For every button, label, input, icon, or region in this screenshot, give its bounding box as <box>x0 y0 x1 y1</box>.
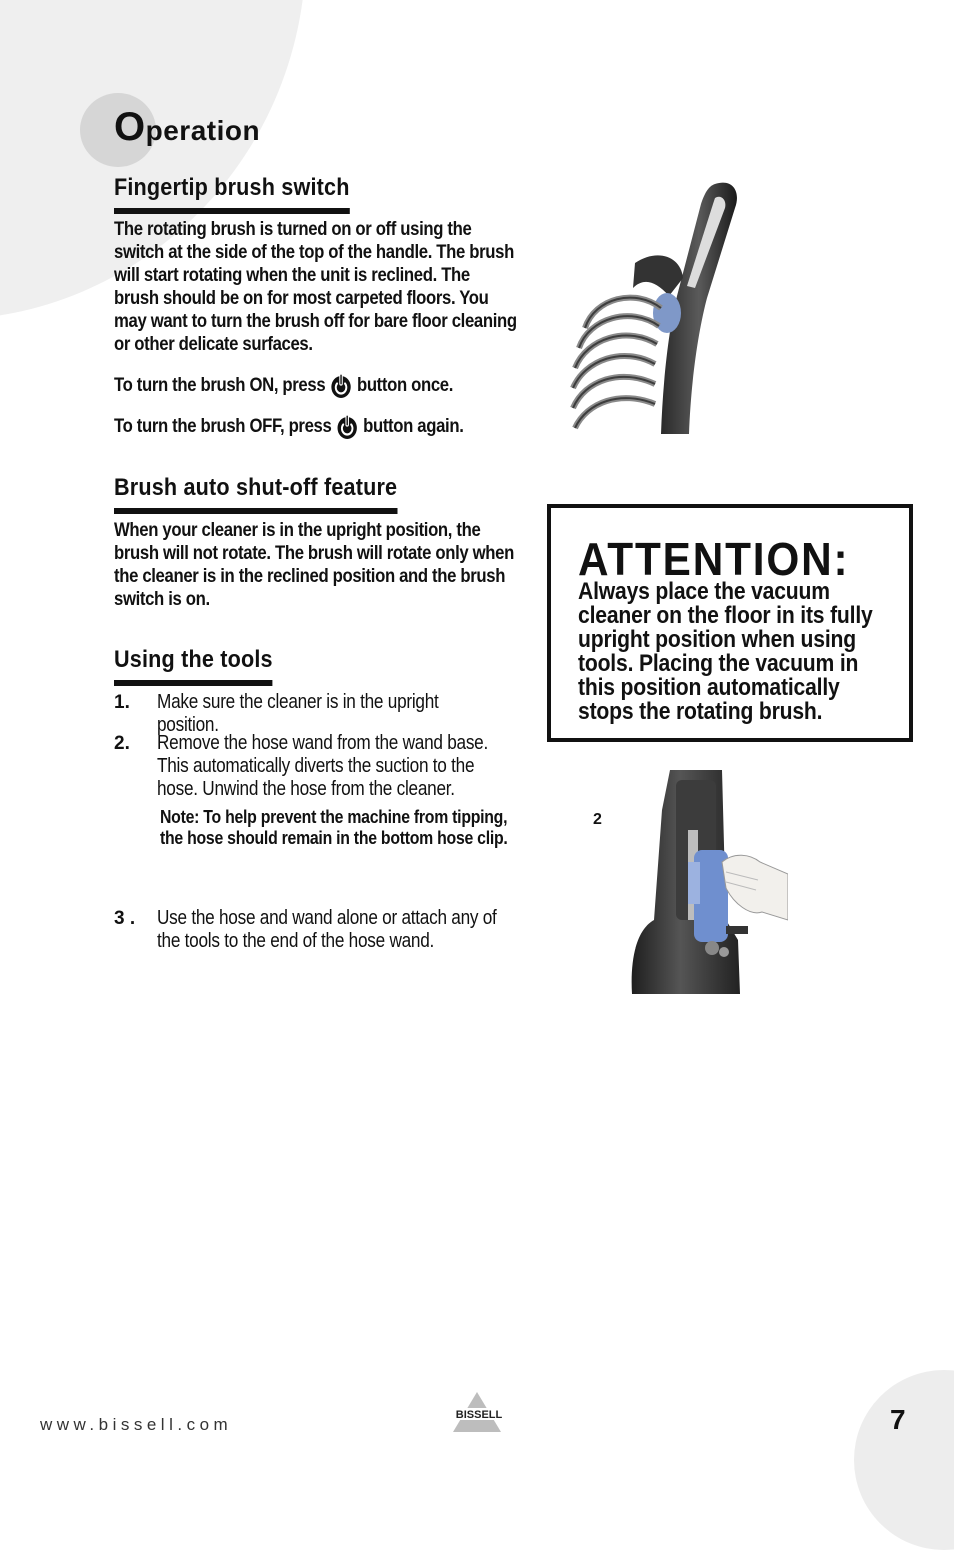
page-number-circle <box>854 1370 954 1550</box>
figure-label: 2 <box>593 811 602 828</box>
fingertip-body: The rotating brush is turned on or off using the switch at the side of the top of the handle. The brush will start rotating when the unit is reclined. The brush should be on for most carpeted floors. You may want to turn the brush off for bare floor cleaning or other delicate surfaces. <box>114 219 517 355</box>
list-item-text: Use the hose and wand alone or attach any of the tools to the end of the hose wand. <box>157 907 497 952</box>
shutoff-body: When your cleaner is in the upright position, the brush will not rotate. The brush will rotate only when the cleaner is in the reclined position and the brush switch is on. <box>114 520 514 610</box>
list-item-text: Remove the hose wand from the wand base. This automatically diverts the suction to the hose. Unwind the hose from the cleaner. <box>157 732 489 800</box>
brush-off-instruction <box>114 414 463 440</box>
list-number: 3 . <box>114 908 136 929</box>
page-number: 7 <box>890 1404 906 1435</box>
list-number: 2. <box>114 733 130 754</box>
tipping-note: Note: To help prevent the machine from tipping, the hose should remain in the bottom hose clip. <box>160 807 508 848</box>
brush-on-text-after: button once. <box>356 375 454 396</box>
tools-heading: Using the tools <box>114 646 273 686</box>
attention-body: Always place the vacuum cleaner on the floor in its fully upright position when using tools. Placing the vacuum in this position automatically stops the rotating brush. <box>578 578 873 725</box>
list-item-text: Make sure the cleaner is in the upright position. <box>157 691 439 736</box>
title-rest: peration <box>145 115 261 146</box>
logo-wordmark: BISSELL <box>455 1409 503 1421</box>
hose-wand-illustration <box>630 770 788 994</box>
footer-url: www.bissell.com <box>40 1415 233 1434</box>
brush-on-instruction <box>114 373 453 399</box>
attention-title: ATTENTION: <box>578 533 850 585</box>
bissell-logo <box>449 1392 509 1434</box>
list-number: 1. <box>114 692 130 713</box>
shutoff-heading: Brush auto shut-off feature <box>114 474 397 514</box>
handle-illustration <box>565 178 745 434</box>
power-button-icon <box>336 414 359 440</box>
brush-off-text-after: button again. <box>363 416 464 437</box>
brush-off-text-before: To turn the brush OFF, press <box>114 416 332 437</box>
brush-on-text-before: To turn the brush ON, press <box>114 375 326 396</box>
fingertip-heading: Fingertip brush switch <box>114 174 350 214</box>
power-button-icon <box>330 373 353 399</box>
title-first-letter: O <box>114 105 146 149</box>
attention-box <box>547 504 913 742</box>
